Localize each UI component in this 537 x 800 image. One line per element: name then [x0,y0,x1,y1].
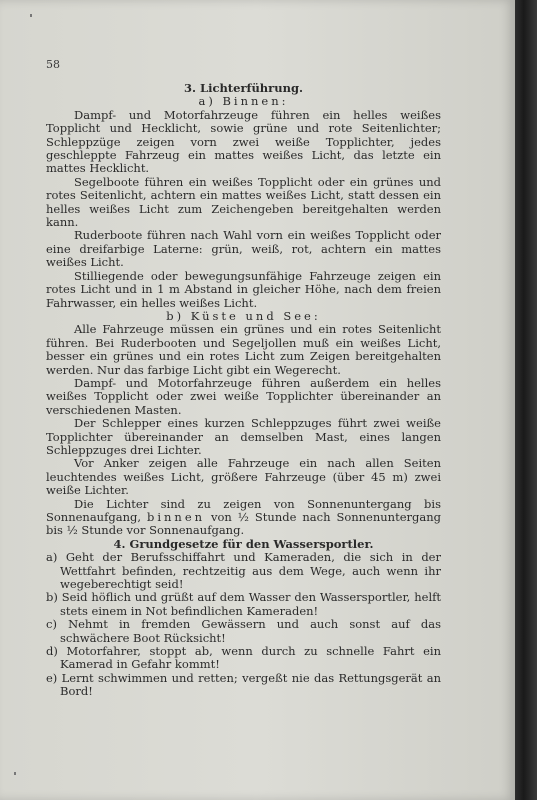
list-item: b) Seid höflich und grüßt auf dem Wasser den Wassersportler, helft stets einem in Not befindlichen Kameraden! [46,590,441,618]
book-spine-shadow [515,0,537,800]
section3-sub-b: b) Küste und See: [166,308,321,323]
closing-end: von ½ Stunde nach Sonnenuntergang bis ½ Stunde vor Sonnenaufgang. [46,510,441,538]
closing-spaced: binnen [146,510,206,524]
section3-title: 3. Lichterführung. [183,81,303,95]
paragraph: Der Schlepper eines kurzen Schleppzuges führt zwei weiße Topplichter übereinander an demselben Mast, eines langen Schleppzuges drei Lichter. [46,416,441,457]
page-number: 58 [46,58,60,71]
list-item: d) Motorfahrer, stoppt ab, wenn durch zu schnelle Fahrt ein Kamerad in Gefahr kommt! [46,644,441,672]
page-text [46,82,441,699]
paragraph: Ruderboote führen nach Wahl vorn ein weißes Topplicht oder eine dreifarbige Laterne: grün, weiß, rot, achtern ein mattes weißes Licht. [46,228,441,270]
section3-sub-a: a) Binnen: [198,94,289,109]
list-item: a) Geht der Berufsschiffahrt und Kameraden, die sich in der Wettfahrt befinden, rechtzeitig aus dem Wege, auch wenn ihr wegeberechtigt seid! [46,550,441,592]
paragraph: Segelboote führen ein weißes Topplicht oder ein grünes und rotes Seitenlicht, achtern ein mattes weißes Licht, statt dessen ein helles weißes Licht zum Zeichengeben bereitgehalten werden kann. [46,174,441,230]
paper-speck [30,14,32,17]
paragraph: Vor Anker zeigen alle Fahrzeuge ein nach allen Seiten leuchtendes weißes Licht, größere Fahrzeuge (über 45 m) zwei weiße Lichter. [46,456,441,498]
paragraph: Dampf- und Motorfahrzeuge führen außerdem ein helles weißes Topplicht oder zwei weiße Topplichter übereinander an verschiedenen Masten. [46,375,441,417]
section4-title: 4. Grundgesetze für den Wassersportler. [113,536,374,551]
list-item: e) Lernt schwimmen und retten; vergeßt nie das Rettungsgerät an Bord! [46,670,441,699]
rules-list [46,551,441,698]
closing-start: Die Lichter sind zu zeigen von Sonnenuntergang bis Sonnenaufgang, [46,496,441,524]
list-item: c) Nehmt in fremden Gewässern und auch sonst auf das schwächere Boot Rücksicht! [46,617,441,645]
paragraph: Dampf- und Motorfahrzeuge führen ein helles weißes Topplicht und Hecklicht, sowie grüne und rote Seitenlichter; Schleppzüge zeigen vorn zwei weiße Topplichter, jedes geschleppte Fahrzeug ein mattes weißes Licht, das letzte ein mattes Hecklicht. [46,107,441,176]
closing-paragraph [46,498,441,538]
paragraph: Alle Fahrzeuge müssen ein grünes und ein rotes Seitenlicht führen. Bei Ruderbooten und Segeljollen muß ein weißes Licht, besser ein grünes und ein rotes Licht zum Zeigen bereitgehalten werden. Nur das farbige Licht gibt ein Wegerecht. [46,322,441,377]
paragraph: Stilliegende oder bewegungsunfähige Fahrzeuge zeigen ein rotes Licht und in 1 m Abstand in gleicher Höhe, nach dem freien Fahrwasser, ein helles weißes Licht. [46,268,441,310]
paper-speck [14,772,16,775]
